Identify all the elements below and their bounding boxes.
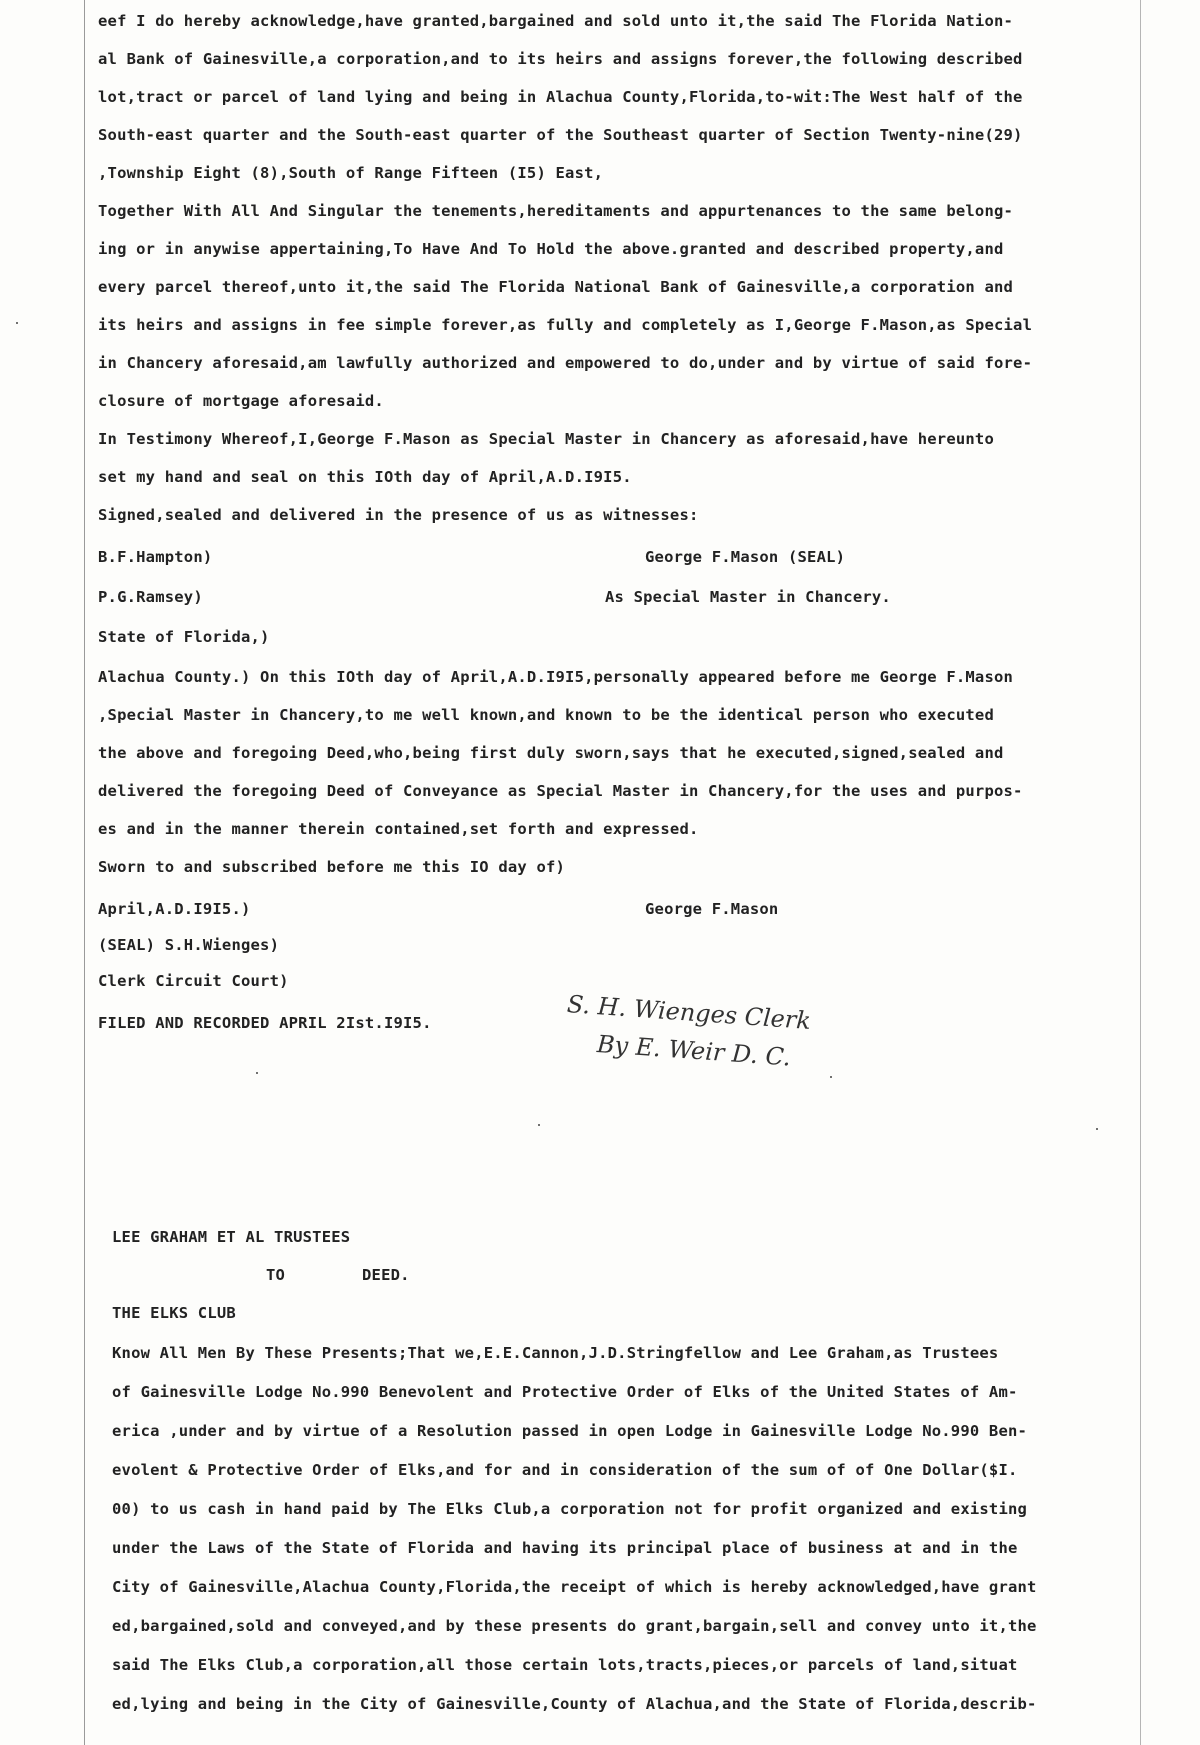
elks-line-4: evolent & Protective Order of Elks,and for and in consideration of the sum of of One Dollar($I. xyxy=(112,1461,1018,1479)
clerk-signature-line-2: By E. Weir D. C. xyxy=(596,1030,792,1072)
signer-title: As Special Master in Chancery. xyxy=(605,588,891,606)
deed-line-3: lot,tract or parcel of land lying and being in Alachua County,Florida,to-wit:The West half of the xyxy=(98,88,1023,106)
deed-line-4: South-east quarter and the South-east quarter of the Southeast quarter of Section Twenty-nine(29) xyxy=(98,126,1023,144)
scan-speck xyxy=(538,1124,540,1126)
ack-line-3: ,Special Master in Chancery,to me well known,and known to be the identical person who executed xyxy=(98,706,994,724)
clerk-signature-line-1: S. H. Wienges Clerk xyxy=(566,990,812,1035)
ack-line-1: State of Florida,) xyxy=(98,628,270,646)
second-deed-grantee: THE ELKS CLUB xyxy=(112,1304,236,1322)
ack-line-7: Sworn to and subscribed before me this IO day of) xyxy=(98,858,566,876)
ack-line-6: es and in the manner therein contained,set forth and expressed. xyxy=(98,820,699,838)
deed-line-10: in Chancery aforesaid,am lawfully authorized and empowered to do,under and by virtue of said fore- xyxy=(98,354,1033,372)
clerk-title: Clerk Circuit Court) xyxy=(98,972,289,990)
scan-speck xyxy=(256,1072,258,1074)
ack-line-2: Alachua County.) On this IOth day of April,A.D.I9I5,personally appeared before me George F.Mason xyxy=(98,668,1014,686)
second-deed-to: TO xyxy=(266,1266,286,1284)
sworn-name: George F.Mason xyxy=(645,900,779,918)
elks-line-2: of Gainesville Lodge No.990 Benevolent and Protective Order of Elks of the United States of Am- xyxy=(112,1383,1018,1401)
deed-line-12: In Testimony Whereof,I,George F.Mason as Special Master in Chancery as aforesaid,have hereunto xyxy=(98,430,994,448)
deed-line-13: set my hand and seal on this IOth day of April,A.D.I9I5. xyxy=(98,468,632,486)
filed-recorded: FILED AND RECORDED APRIL 2Ist.I9I5. xyxy=(98,1014,432,1032)
right-margin-rule xyxy=(1140,0,1141,1745)
elks-line-10: ed,lying and being in the City of Gainesville,County of Alachua,and the State of Florida,describ- xyxy=(112,1695,1037,1713)
deed-line-11: closure of mortgage aforesaid. xyxy=(98,392,384,410)
deed-line-8: every parcel thereof,unto it,the said The Florida National Bank of Gainesville,a corporation and xyxy=(98,278,1014,296)
signer-name: George F.Mason (SEAL) xyxy=(645,548,846,566)
elks-line-1: Know All Men By These Presents;That we,E.E.Cannon,J.D.Stringfellow and Lee Graham,as Trustees xyxy=(112,1344,999,1362)
deed-line-9: its heirs and assigns in fee simple forever,as fully and completely as I,George F.Mason,as Special xyxy=(98,316,1033,334)
deed-line-1: eef I do hereby acknowledge,have granted,bargained and sold unto it,the said The Florida Nation- xyxy=(98,12,1014,30)
elks-line-8: ed,bargained,sold and conveyed,and by these presents do grant,bargain,sell and convey unto it,the xyxy=(112,1617,1037,1635)
clerk-seal: (SEAL) S.H.Wienges) xyxy=(98,936,280,954)
ack-line-4: the above and foregoing Deed,who,being first duly sworn,says that he executed,signed,sealed and xyxy=(98,744,1004,762)
elks-line-6: under the Laws of the State of Florida and having its principal place of business at and in the xyxy=(112,1539,1018,1557)
deed-line-2: al Bank of Gainesville,a corporation,and to its heirs and assigns forever,the following described xyxy=(98,50,1023,68)
scan-speck xyxy=(830,1076,832,1078)
elks-line-7: City of Gainesville,Alachua County,Florida,the receipt of which is hereby acknowledged,have grant xyxy=(112,1578,1037,1596)
deed-line-6: Together With All And Singular the tenements,hereditaments and appurtenances to the same belong- xyxy=(98,202,1014,220)
scan-speck xyxy=(16,322,18,324)
scan-speck xyxy=(1096,1128,1098,1130)
left-margin-rule xyxy=(84,0,85,1745)
sworn-date: April,A.D.I9I5.) xyxy=(98,900,251,918)
elks-line-9: said The Elks Club,a corporation,all those certain lots,tracts,pieces,or parcels of land,situat xyxy=(112,1656,1018,1674)
deed-line-14: Signed,sealed and delivered in the presence of us as witnesses: xyxy=(98,506,699,524)
witness-1: B.F.Hampton) xyxy=(98,548,213,566)
ack-line-5: delivered the foregoing Deed of Conveyance as Special Master in Chancery,for the uses and purpos- xyxy=(98,782,1023,800)
witness-2: P.G.Ramsey) xyxy=(98,588,203,606)
deed-line-7: ing or in anywise appertaining,To Have And To Hold the above.granted and described property,and xyxy=(98,240,1004,258)
second-deed-heading: LEE GRAHAM ET AL TRUSTEES xyxy=(112,1228,351,1246)
second-deed-type: DEED. xyxy=(362,1266,410,1284)
elks-line-3: erica ,under and by virtue of a Resolution passed in open Lodge in Gainesville Lodge No.990 Ben- xyxy=(112,1422,1028,1440)
elks-line-5: 00) to us cash in hand paid by The Elks Club,a corporation not for profit organized and existing xyxy=(112,1500,1028,1518)
deed-line-5: ,Township Eight (8),South of Range Fifteen (I5) East, xyxy=(98,164,604,182)
